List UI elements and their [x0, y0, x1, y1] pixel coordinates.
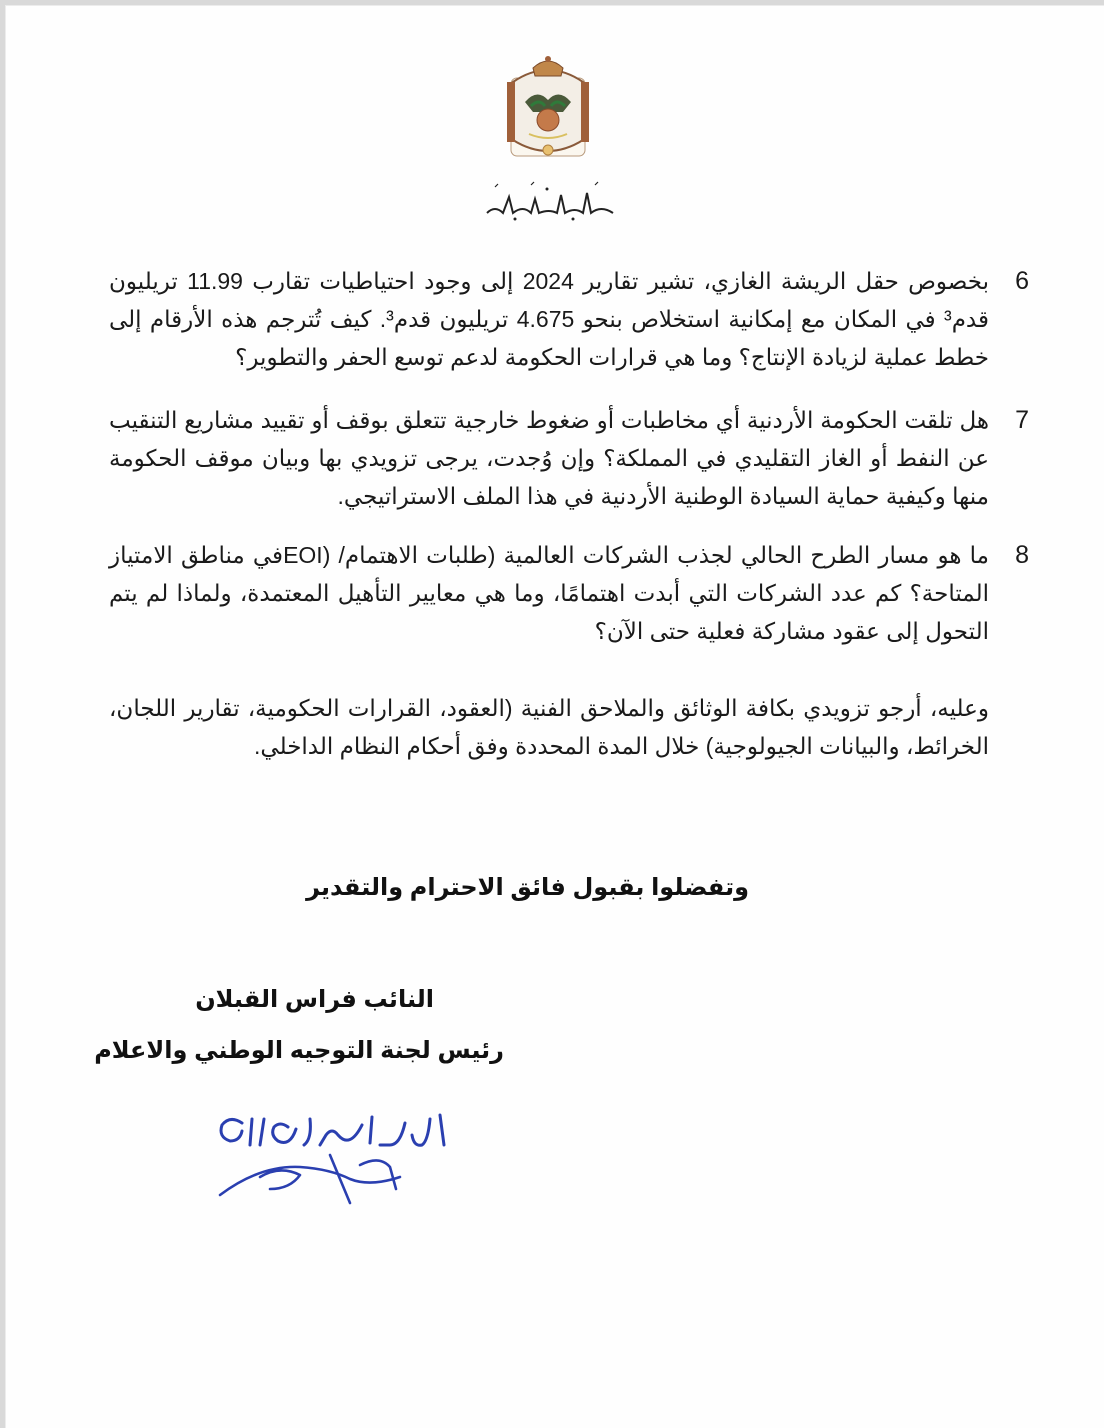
question-item [109, 401, 1029, 515]
signatory-name: النائب فراس القبلان [195, 986, 434, 1013]
question-item [109, 262, 1029, 376]
question-number: 8 [1015, 541, 1029, 569]
regards-line: وتفضلوا بقبول فائق الاحترام والتقدير [306, 874, 749, 901]
closing-paragraph: وعليه، أرجو تزويدي بكافة الوثائق والملاحق الفنية (العقود، القرارات الحكومية، تقارير اللجان، الخرائط، والبيانات الجيولوجية) خلال المدة المحددة وفق أحكام النظام الداخلي. [109, 695, 989, 759]
coat-of-arms-emblem [503, 50, 593, 170]
question-text: بخصوص حقل الريشة الغازي، تشير تقارير 2024 إلى وجود احتياطيات تقارب 11.99 تريليون قدم³ في المكان مع إمكانية استخلاص بنحو 4.675 تريليون قدم³. كيف تُترجم هذه الأرقام إلى خطط عملية لزيادة الإنتاج؟ وما هي قرارات الحكومة لدعم توسع الحفر والتطوير؟ [109, 268, 989, 370]
question-number: 6 [1015, 267, 1029, 295]
question-item [109, 536, 1029, 650]
council-name-logo [475, 175, 625, 225]
question-text: ما هو مسار الطرح الحالي لجذب الشركات العالمية (طلبات الاهتمام/ (EOIفي مناطق الامتياز المتاحة؟ كم عدد الشركات التي أبدت اهتمامًا، وما هي معايير التأهيل المعتمدة، ولماذا لم يتم التحول إلى عقود مشاركة فعلية حتى الآن؟ [109, 542, 989, 644]
signatory-title: رئيس لجنة التوجيه الوطني والاعلام [94, 1037, 504, 1064]
question-number: 7 [1015, 406, 1029, 434]
letter-page [5, 5, 1104, 1428]
handwritten-signature [200, 1105, 460, 1205]
question-text: هل تلقت الحكومة الأردنية أي مخاطبات أو ضغوط خارجية تتعلق بوقف أو تقييد مشاريع التنقيب عن النفط أو الغاز التقليدي في المملكة؟ وإن وُجدت، يرجى تزويدي بها وبيان موقف الحكومة منها وكيفية حماية السيادة الوطنية الأردنية في هذا الملف الاستراتيجي. [109, 407, 989, 509]
